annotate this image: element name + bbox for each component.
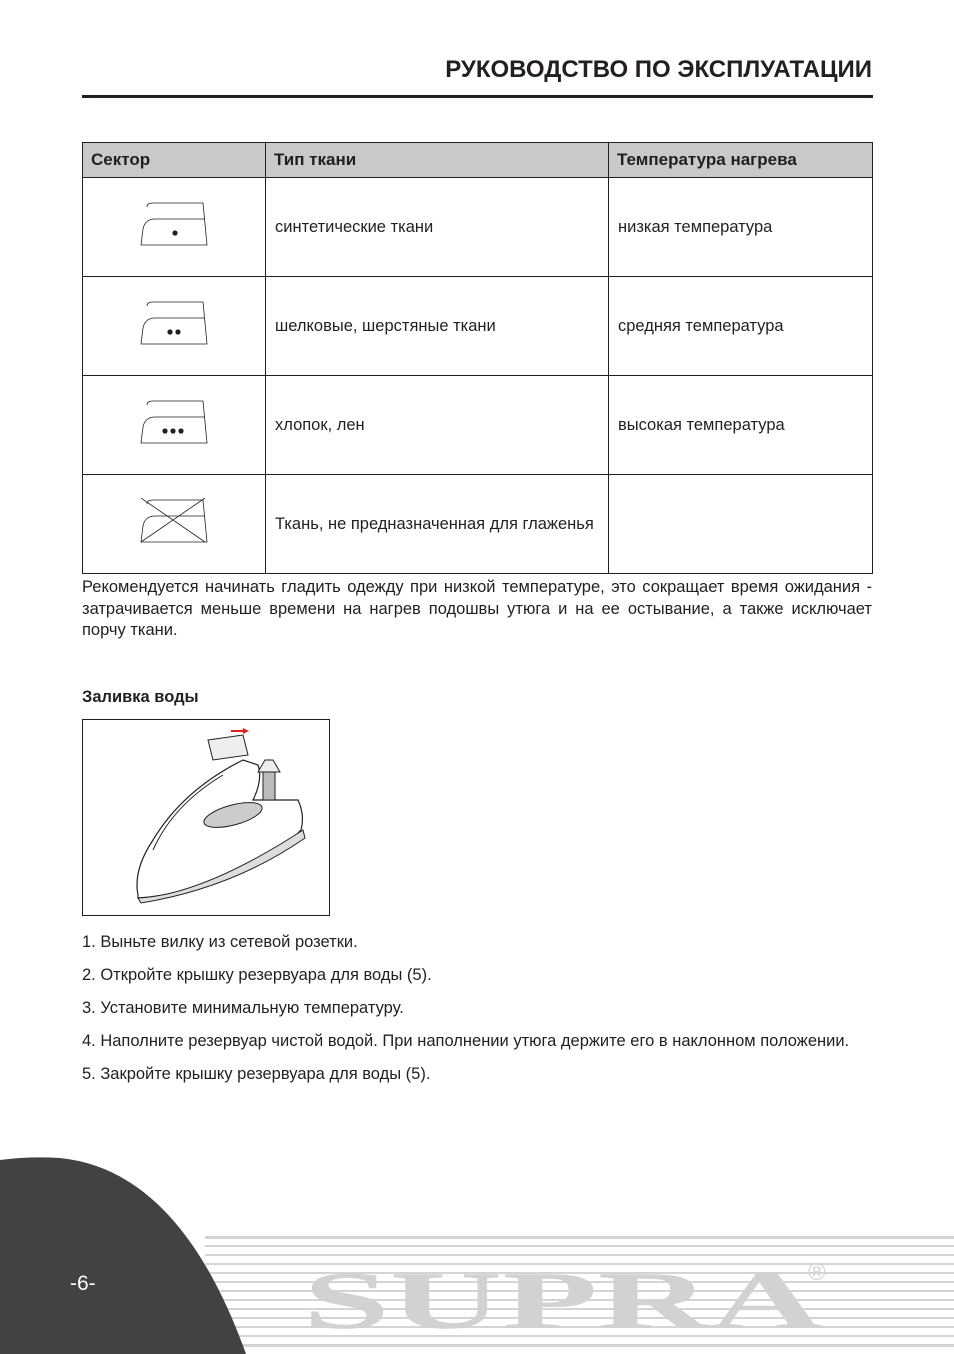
column-header: Сектор <box>83 143 266 178</box>
column-header: Тип ткани <box>266 143 609 178</box>
step-item: 4. Наполните резервуар чистой водой. При наполнении утюга держите его в наклонном положении. <box>82 1032 850 1050</box>
iron-two-dots-icon <box>139 300 209 346</box>
page-title: РУКОВОДСТВО ПО ЭКСПЛУАТАЦИИ <box>445 56 872 83</box>
table-row <box>83 178 873 277</box>
steps-list <box>82 932 872 1097</box>
fabric-cell: Ткань, не предназначенная для глаженья <box>266 475 609 574</box>
iron-filling-illustration <box>82 719 330 916</box>
step-item: 2. Откройте крышку резервуара для воды (5). <box>82 966 432 984</box>
ironing-table <box>82 142 873 574</box>
fabric-cell: синтетические ткани <box>266 178 609 277</box>
table-row <box>83 376 873 475</box>
iron-three-dots-icon <box>139 399 209 445</box>
iron-crossed-icon <box>139 498 209 544</box>
header-rule <box>82 95 873 98</box>
table-header-row <box>83 143 873 178</box>
iron-one-dot-icon <box>139 201 209 247</box>
table-row <box>83 475 873 574</box>
registered-mark: ® <box>808 1259 826 1286</box>
step-item: 5. Закройте крышку резервуара для воды (5). <box>82 1065 431 1083</box>
fabric-cell: шелковые, шерстяные ткани <box>266 277 609 376</box>
footer-decoration <box>0 1150 954 1354</box>
temperature-cell: высокая температура <box>609 376 873 475</box>
section-title: Заливка воды <box>82 688 199 706</box>
temperature-cell: низкая температура <box>609 178 873 277</box>
step-item: 1. Выньте вилку из сетевой розетки. <box>82 933 358 951</box>
table-row <box>83 277 873 376</box>
step-item: 3. Установите минимальную температуру. <box>82 999 404 1017</box>
recommendation-note: Рекомендуется начинать гладить одежду при низкой температуре, это сокращает время ожидания - затрачивается меньше времени на нагрев подошвы утюга и на ее остывание, а также исключает порчу ткани. <box>82 578 872 639</box>
column-header: Температура нагрева <box>609 143 873 178</box>
supra-logo: SUPRA <box>303 1255 823 1346</box>
temperature-cell: средняя температура <box>609 277 873 376</box>
page-number: -6- <box>70 1272 96 1295</box>
temperature-cell <box>609 475 873 574</box>
fabric-cell: хлопок, лен <box>266 376 609 475</box>
